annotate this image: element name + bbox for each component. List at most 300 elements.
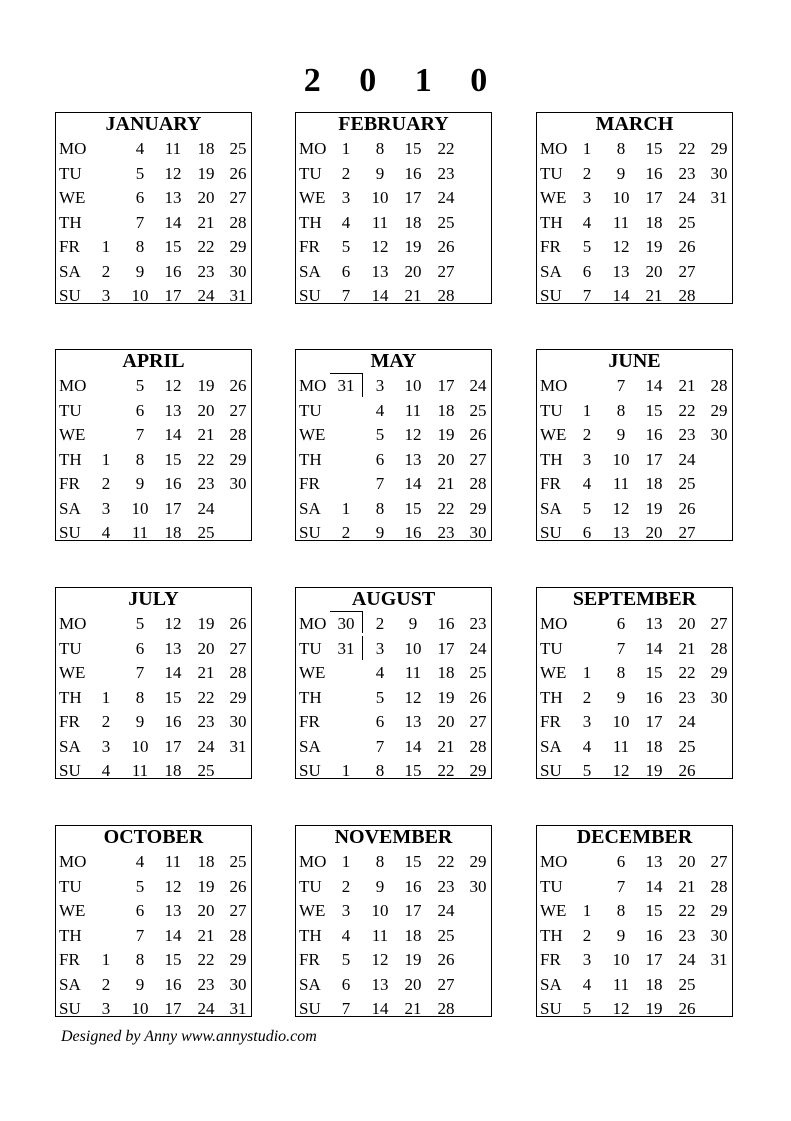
date-cell — [223, 497, 252, 521]
month-name: JUNE — [608, 350, 661, 372]
date-cell: 23 — [437, 163, 455, 183]
weekday-row-th — [296, 211, 491, 235]
date-cell: 2 — [582, 687, 592, 707]
date-cell: 21 — [404, 286, 422, 304]
carryover-divider — [330, 611, 362, 612]
weekday-label: WE — [540, 663, 567, 682]
date-cell: 27 — [469, 712, 487, 731]
date-cell: 28 — [437, 286, 455, 304]
date-cell: 24 — [469, 638, 487, 658]
date-cell: 25 — [678, 974, 696, 994]
month-may — [295, 349, 492, 541]
date-cell — [704, 497, 733, 521]
weekday-row-su — [296, 521, 491, 541]
weekday-row-mo — [537, 850, 732, 874]
date-cell: 16 — [437, 614, 455, 633]
date-cell: 25 — [437, 925, 455, 945]
weekday-row-sa — [296, 260, 491, 284]
date-cell: 17 — [164, 736, 182, 756]
date-cell: 27 — [229, 638, 247, 658]
weekday-row-fr — [296, 472, 491, 496]
weekday-row-tu — [537, 399, 732, 423]
weekday-row-we — [537, 661, 732, 685]
date-cell: 4 — [582, 474, 592, 493]
date-cell — [463, 973, 492, 997]
date-cell: 8 — [616, 901, 626, 920]
date-cell: 19 — [645, 761, 663, 779]
date-cell: 1 — [582, 901, 592, 920]
date-cell — [91, 211, 121, 235]
date-cell: 24 — [437, 188, 455, 207]
date-cell: 24 — [197, 999, 215, 1017]
date-cell: 1 — [341, 139, 351, 158]
date-cell: 8 — [375, 498, 385, 518]
date-cell: 27 — [229, 901, 247, 920]
date-cell: 16 — [645, 163, 663, 183]
weekday-label: SA — [299, 498, 321, 518]
date-cell: 12 — [404, 425, 422, 444]
date-cell: 28 — [710, 638, 728, 658]
weekday-row-sa — [537, 497, 732, 521]
date-cell: 15 — [404, 852, 422, 871]
date-cell: 11 — [371, 212, 389, 232]
month-june — [536, 349, 733, 541]
weekday-row-mo — [537, 374, 732, 398]
weekday-label: TH — [59, 212, 82, 232]
weekday-label: TU — [540, 876, 563, 896]
weekday-row-mo — [56, 137, 251, 161]
date-cell — [91, 612, 121, 636]
weekday-row-su — [537, 521, 732, 541]
weekday-label: SU — [540, 286, 562, 304]
date-cell: 20 — [678, 852, 696, 871]
date-cell: 14 — [164, 212, 182, 232]
date-cell: 30 — [469, 523, 487, 541]
date-cell: 14 — [164, 663, 182, 682]
weekday-label: WE — [59, 663, 86, 682]
weekday-label: FR — [540, 474, 561, 493]
date-cell: 22 — [437, 498, 455, 518]
date-cell — [572, 612, 602, 636]
weekday-row-we — [537, 423, 732, 447]
month-february — [295, 112, 492, 304]
weekday-row-th — [537, 448, 732, 472]
date-cell: 12 — [164, 376, 182, 395]
date-cell: 22 — [437, 139, 455, 158]
date-cell: 29 — [710, 663, 728, 682]
weekday-row-th — [56, 448, 251, 472]
weekday-row-tu — [537, 875, 732, 899]
month-name: MAY — [370, 350, 417, 372]
date-cell: 5 — [375, 425, 385, 444]
date-cell: 15 — [164, 237, 182, 256]
weekday-row-fr — [296, 710, 491, 734]
date-cell: 31 — [229, 286, 247, 304]
weekday-label: TU — [299, 163, 322, 183]
weekday-label: WE — [299, 188, 326, 207]
date-cell: 17 — [164, 286, 182, 304]
date-cell: 3 — [101, 999, 111, 1017]
weekday-label: TU — [59, 163, 82, 183]
date-cell: 8 — [616, 400, 626, 420]
date-cell — [704, 710, 733, 734]
date-cell: 11 — [164, 852, 182, 871]
date-cell: 21 — [404, 999, 422, 1017]
date-cell: 28 — [229, 212, 247, 232]
date-cell: 9 — [135, 712, 145, 731]
date-cell: 17 — [645, 712, 663, 731]
date-cell: 7 — [616, 638, 626, 658]
date-cell — [91, 374, 121, 398]
date-cell: 19 — [645, 498, 663, 518]
date-cell: 21 — [645, 286, 663, 304]
weekday-row-tu — [56, 875, 251, 899]
date-cell: 5 — [375, 687, 385, 707]
date-cell: 9 — [616, 163, 626, 183]
date-cell: 8 — [616, 663, 626, 682]
weekday-label: SA — [540, 498, 562, 518]
date-cell — [463, 260, 492, 284]
month-january — [55, 112, 252, 304]
carryover-divider — [362, 373, 363, 397]
weekday-row-we — [56, 423, 251, 447]
weekday-label: FR — [299, 237, 320, 256]
date-cell — [463, 284, 492, 304]
weekday-label: SU — [59, 286, 81, 304]
date-cell: 13 — [164, 638, 182, 658]
date-cell: 25 — [678, 474, 696, 493]
weekday-label: TH — [59, 925, 82, 945]
month-name: AUGUST — [351, 588, 436, 610]
weekday-row-su — [296, 759, 491, 779]
date-cell: 6 — [135, 901, 145, 920]
date-cell: 7 — [341, 286, 351, 304]
date-cell: 10 — [371, 188, 389, 207]
date-cell: 8 — [375, 852, 385, 871]
date-cell — [91, 137, 121, 161]
date-cell: 14 — [371, 999, 389, 1017]
date-cell: 4 — [582, 212, 592, 232]
date-cell: 8 — [135, 237, 145, 256]
date-cell: 26 — [678, 761, 696, 779]
date-cell: 12 — [164, 614, 182, 633]
weekday-label: TH — [540, 449, 563, 469]
date-cell: 27 — [229, 188, 247, 207]
date-cell: 10 — [612, 950, 630, 969]
weekday-label: SU — [299, 999, 321, 1017]
date-cell: 5 — [341, 237, 351, 256]
weekday-row-sa — [537, 973, 732, 997]
date-cell: 30 — [229, 474, 247, 493]
weekday-row-su — [537, 759, 732, 779]
date-cell: 22 — [678, 400, 696, 420]
date-cell: 29 — [710, 139, 728, 158]
date-cell: 18 — [645, 474, 663, 493]
weekday-row-tu — [296, 399, 491, 423]
date-cell: 7 — [375, 474, 385, 493]
weekday-label: SU — [59, 761, 81, 779]
date-cell: 29 — [229, 237, 247, 256]
weekday-row-fr — [56, 948, 251, 972]
date-cell: 14 — [645, 376, 663, 395]
date-cell: 31 — [337, 376, 355, 395]
date-cell: 15 — [404, 139, 422, 158]
date-cell: 1 — [101, 687, 111, 707]
date-cell: 23 — [469, 614, 487, 633]
date-cell: 25 — [469, 663, 487, 682]
date-cell: 8 — [616, 139, 626, 158]
date-cell — [463, 162, 492, 186]
calendar-year-title: 2 0 1 0 — [303, 62, 503, 99]
month-october — [55, 825, 252, 1017]
date-cell: 18 — [197, 852, 215, 871]
month-july — [55, 587, 252, 779]
weekday-label: FR — [540, 237, 561, 256]
date-cell: 4 — [582, 974, 592, 994]
date-cell: 14 — [612, 286, 630, 304]
date-cell: 10 — [371, 901, 389, 920]
date-cell — [463, 997, 492, 1017]
date-cell: 26 — [678, 237, 696, 256]
date-cell: 20 — [197, 400, 215, 420]
date-cell: 24 — [678, 449, 696, 469]
date-cell: 16 — [404, 876, 422, 896]
date-cell: 11 — [612, 212, 630, 232]
date-cell: 27 — [710, 852, 728, 871]
date-cell: 28 — [710, 376, 728, 395]
date-cell: 3 — [582, 712, 592, 731]
date-cell: 23 — [437, 876, 455, 896]
weekday-row-th — [296, 924, 491, 948]
weekday-row-fr — [296, 235, 491, 259]
date-cell: 13 — [164, 400, 182, 420]
weekday-row-tu — [56, 399, 251, 423]
month-name: DECEMBER — [576, 826, 693, 848]
weekday-row-we — [296, 186, 491, 210]
weekday-label: TH — [59, 687, 82, 707]
date-cell: 12 — [164, 876, 182, 896]
date-cell: 11 — [131, 523, 149, 541]
weekday-label: FR — [59, 950, 80, 969]
weekday-label: TU — [299, 400, 322, 420]
date-cell: 15 — [645, 663, 663, 682]
date-cell: 10 — [131, 498, 149, 518]
date-cell: 18 — [197, 139, 215, 158]
weekday-row-mo — [56, 374, 251, 398]
date-cell: 24 — [678, 712, 696, 731]
date-cell — [572, 637, 602, 661]
weekday-label: MO — [299, 139, 327, 158]
date-cell: 26 — [437, 237, 455, 256]
date-cell: 23 — [678, 687, 696, 707]
date-cell: 20 — [197, 188, 215, 207]
date-cell: 9 — [375, 163, 385, 183]
date-cell: 1 — [341, 761, 351, 779]
date-cell: 29 — [469, 761, 487, 779]
weekday-row-mo — [296, 374, 491, 398]
date-cell: 14 — [404, 474, 422, 493]
date-cell: 28 — [469, 474, 487, 493]
date-cell: 18 — [645, 736, 663, 756]
date-cell — [331, 472, 361, 496]
date-cell: 16 — [645, 925, 663, 945]
date-cell: 15 — [164, 687, 182, 707]
date-cell: 28 — [229, 663, 247, 682]
weekday-row-th — [296, 686, 491, 710]
date-cell: 10 — [612, 188, 630, 207]
date-cell: 29 — [710, 400, 728, 420]
date-cell: 20 — [197, 638, 215, 658]
date-cell: 24 — [678, 188, 696, 207]
date-cell: 10 — [131, 999, 149, 1017]
weekday-row-su — [56, 997, 251, 1017]
date-cell: 13 — [612, 523, 630, 541]
month-name: SEPTEMBER — [572, 588, 697, 610]
date-cell: 23 — [678, 163, 696, 183]
date-cell — [331, 423, 361, 447]
weekday-row-tu — [296, 637, 491, 661]
date-cell: 2 — [341, 523, 351, 541]
weekday-row-fr — [56, 710, 251, 734]
carryover-divider — [362, 636, 363, 660]
date-cell: 15 — [404, 498, 422, 518]
date-cell — [91, 661, 121, 685]
date-cell: 18 — [404, 212, 422, 232]
date-cell: 29 — [710, 901, 728, 920]
date-cell: 20 — [404, 974, 422, 994]
date-cell: 5 — [135, 376, 145, 395]
date-cell — [572, 374, 602, 398]
date-cell: 27 — [710, 614, 728, 633]
date-cell — [704, 284, 733, 304]
weekday-label: WE — [299, 425, 326, 444]
date-cell: 27 — [437, 974, 455, 994]
month-november — [295, 825, 492, 1017]
date-cell: 28 — [469, 736, 487, 756]
weekday-label: SU — [299, 523, 321, 541]
weekday-row-fr — [537, 472, 732, 496]
weekday-label: MO — [299, 614, 327, 633]
date-cell: 12 — [612, 237, 630, 256]
weekday-label: SA — [540, 974, 562, 994]
date-cell: 9 — [135, 974, 145, 994]
date-cell: 26 — [469, 425, 487, 444]
month-march — [536, 112, 733, 304]
date-cell — [463, 137, 492, 161]
month-name: NOVEMBER — [334, 826, 453, 848]
date-cell: 17 — [164, 999, 182, 1017]
date-cell: 18 — [164, 761, 182, 779]
weekday-label: TU — [59, 400, 82, 420]
date-cell: 18 — [437, 400, 455, 420]
date-cell: 7 — [341, 999, 351, 1017]
weekday-row-fr — [56, 235, 251, 259]
date-cell: 20 — [404, 261, 422, 281]
date-cell: 1 — [341, 852, 351, 871]
date-cell: 27 — [437, 261, 455, 281]
weekday-label: WE — [299, 901, 326, 920]
weekday-label: WE — [540, 425, 567, 444]
date-cell: 30 — [229, 974, 247, 994]
date-cell: 26 — [437, 950, 455, 969]
date-cell: 10 — [404, 376, 422, 395]
date-cell: 2 — [101, 712, 111, 731]
date-cell: 21 — [197, 663, 215, 682]
weekday-label: TU — [540, 163, 563, 183]
weekday-label: SU — [540, 761, 562, 779]
weekday-label: SA — [299, 736, 321, 756]
date-cell: 4 — [101, 761, 111, 779]
date-cell: 3 — [101, 736, 111, 756]
date-cell: 24 — [197, 736, 215, 756]
weekday-label: TU — [59, 876, 82, 896]
date-cell: 13 — [371, 261, 389, 281]
month-name: JANUARY — [105, 113, 202, 135]
date-cell: 7 — [616, 376, 626, 395]
carryover-divider — [362, 611, 363, 633]
weekday-row-mo — [296, 612, 491, 636]
date-cell: 7 — [135, 425, 145, 444]
weekday-label: MO — [540, 852, 568, 871]
date-cell: 2 — [375, 614, 385, 633]
date-cell: 19 — [197, 614, 215, 633]
date-cell: 19 — [197, 376, 215, 395]
weekday-label: MO — [59, 376, 87, 395]
date-cell: 19 — [437, 425, 455, 444]
weekday-row-mo — [537, 612, 732, 636]
weekday-label: SU — [540, 999, 562, 1017]
weekday-label: SA — [540, 736, 562, 756]
date-cell: 28 — [437, 999, 455, 1017]
date-cell — [91, 423, 121, 447]
date-cell: 21 — [437, 736, 455, 756]
date-cell: 25 — [197, 523, 215, 541]
weekday-label: SU — [59, 523, 81, 541]
date-cell: 16 — [645, 425, 663, 444]
date-cell: 27 — [469, 449, 487, 469]
date-cell: 6 — [135, 400, 145, 420]
date-cell: 28 — [229, 925, 247, 945]
date-cell — [463, 924, 492, 948]
weekday-label: WE — [540, 901, 567, 920]
date-cell: 20 — [645, 261, 663, 281]
weekday-row-we — [296, 899, 491, 923]
date-cell: 31 — [710, 950, 728, 969]
date-cell: 14 — [645, 876, 663, 896]
date-cell: 30 — [229, 261, 247, 281]
date-cell: 30 — [229, 712, 247, 731]
date-cell: 17 — [437, 376, 455, 395]
date-cell: 11 — [371, 925, 389, 945]
date-cell: 18 — [164, 523, 182, 541]
date-cell — [91, 162, 121, 186]
date-cell: 18 — [437, 663, 455, 682]
date-cell: 11 — [404, 400, 422, 420]
date-cell: 16 — [164, 261, 182, 281]
date-cell: 14 — [371, 286, 389, 304]
date-cell: 25 — [469, 400, 487, 420]
date-cell: 7 — [135, 663, 145, 682]
date-cell: 20 — [197, 901, 215, 920]
weekday-label: TH — [540, 925, 563, 945]
date-cell: 2 — [341, 876, 351, 896]
date-cell — [463, 235, 492, 259]
date-cell: 1 — [582, 663, 592, 682]
weekday-row-we — [296, 661, 491, 685]
date-cell: 19 — [404, 237, 422, 256]
date-cell: 17 — [164, 498, 182, 518]
weekday-row-th — [56, 924, 251, 948]
